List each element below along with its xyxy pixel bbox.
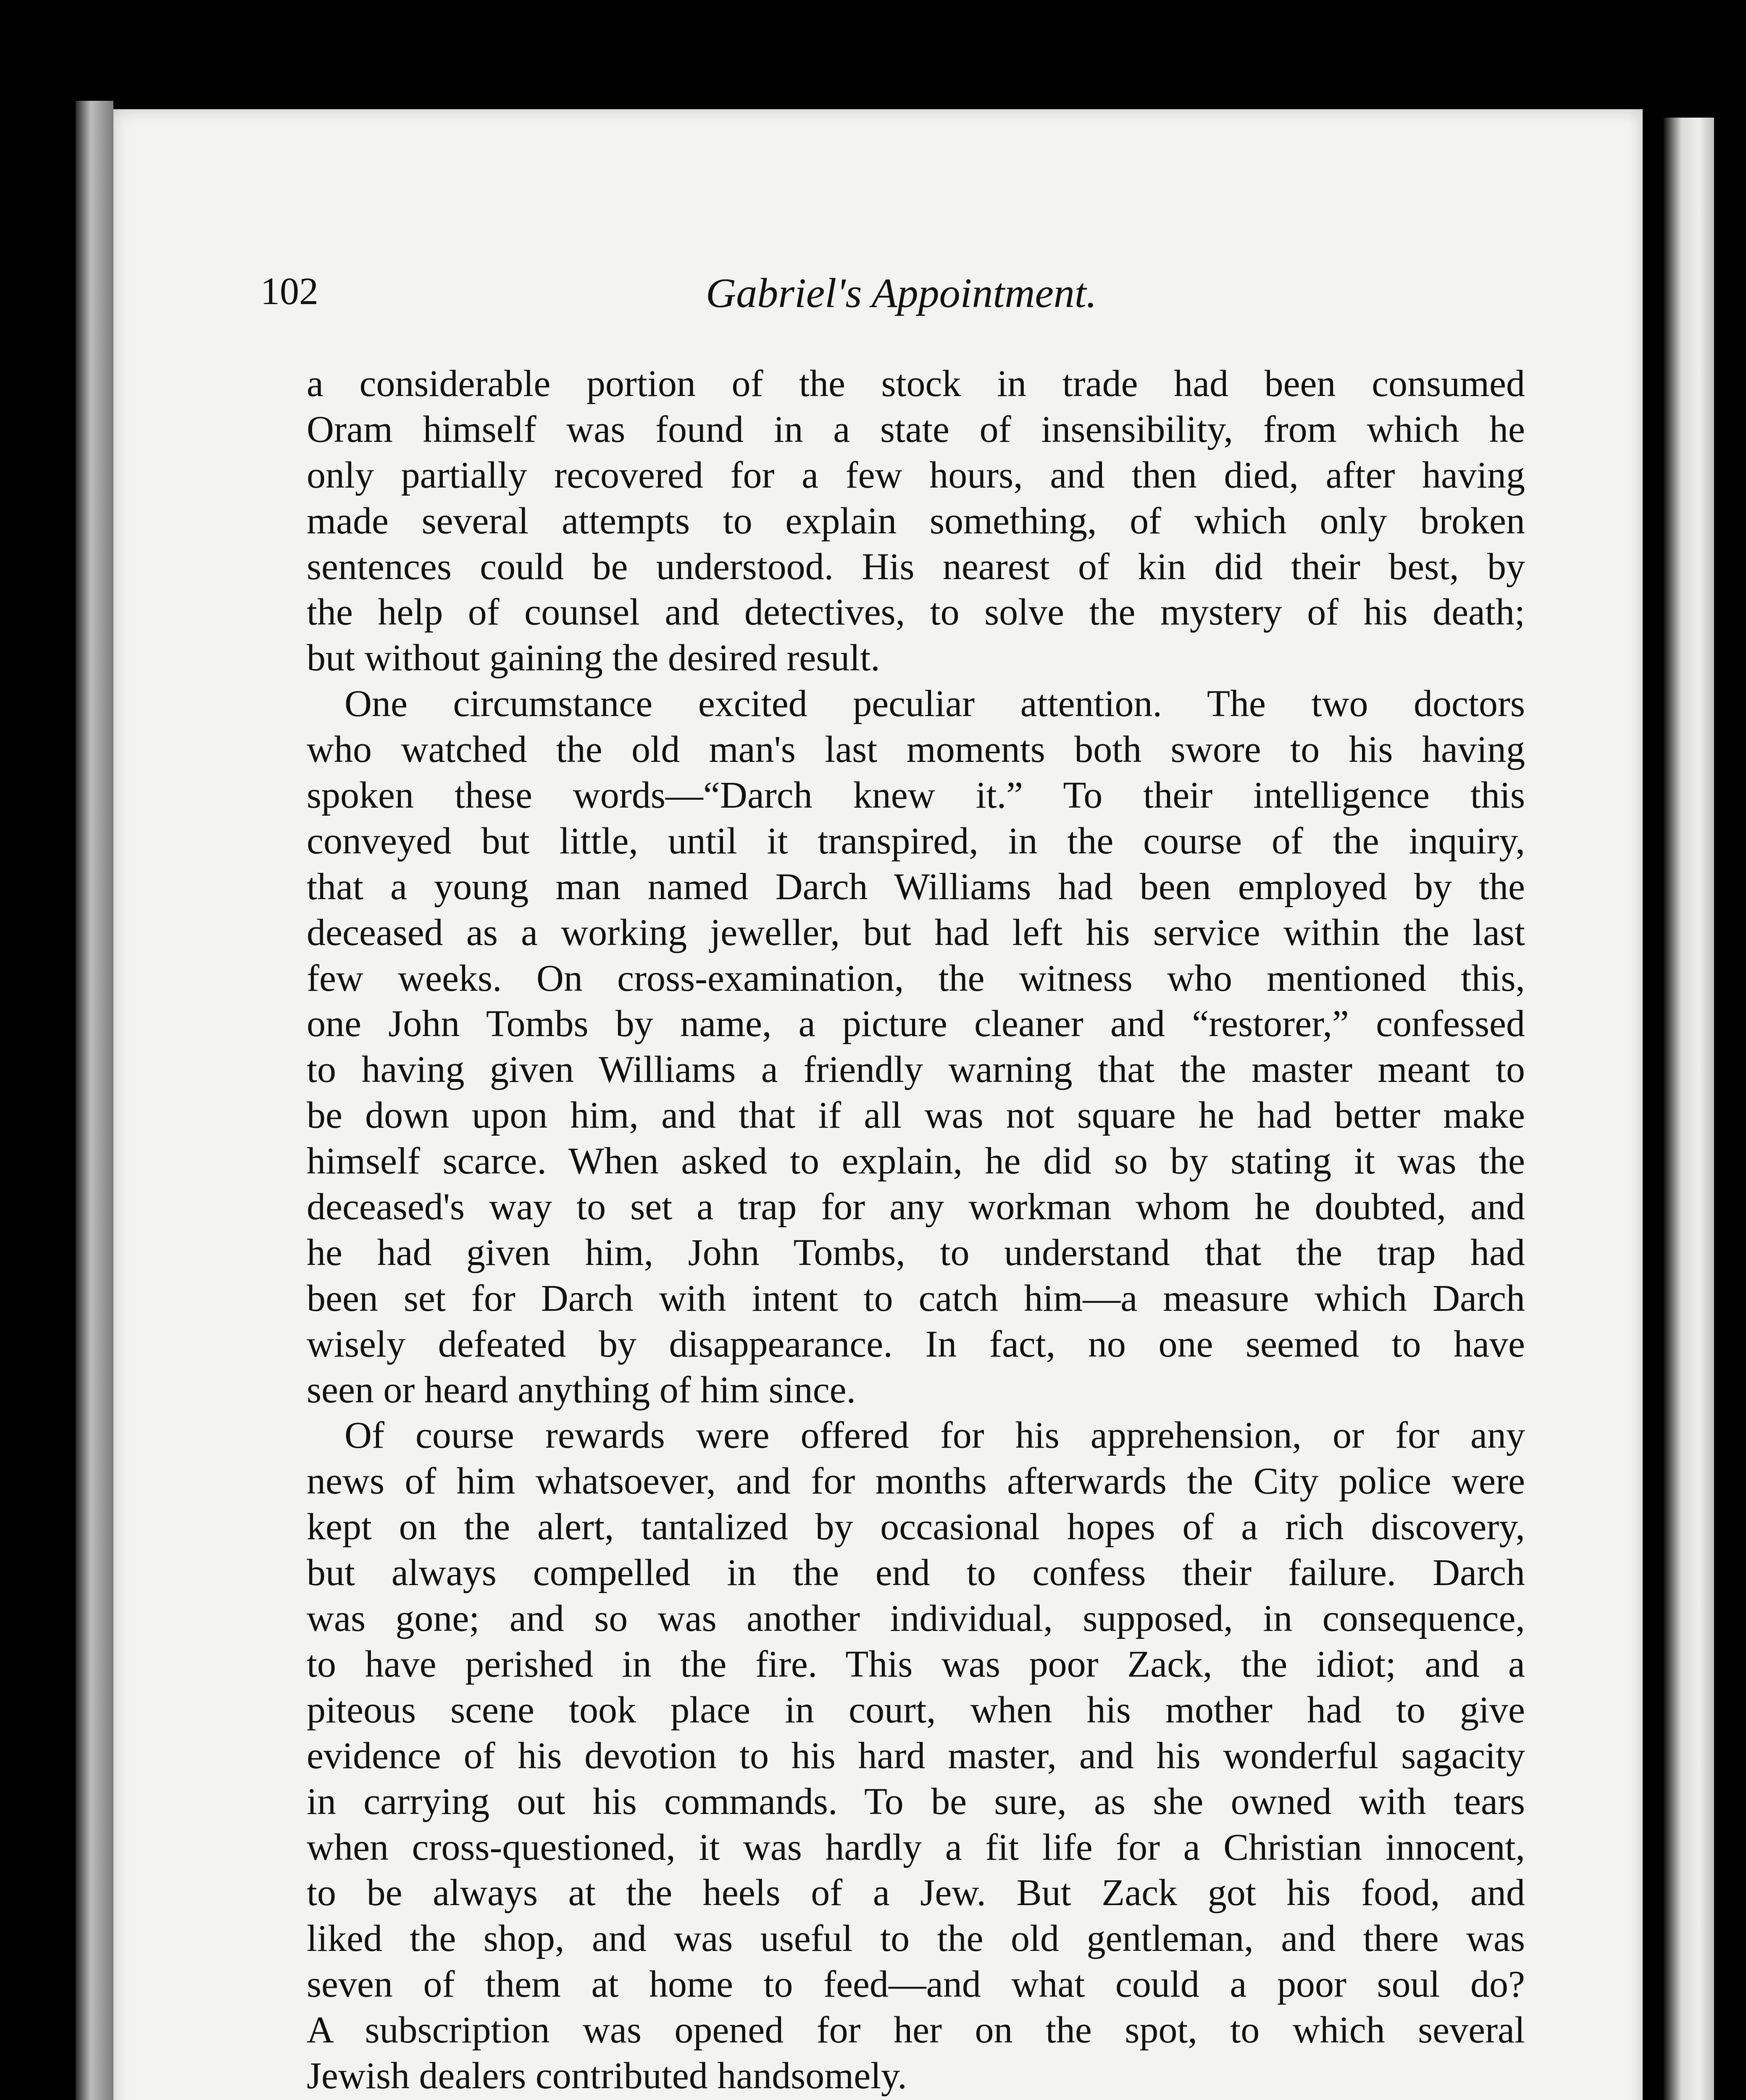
text-line: Oram himself was found in a state of insensibility, from which he [307, 408, 1525, 450]
text-line: to having given Williams a friendly warning that the master meant to [307, 1049, 1525, 1091]
body-text [307, 361, 1525, 2100]
book-binding-edge [76, 101, 113, 2100]
text-line: a considerable portion of the stock in trade had been consumed [307, 363, 1525, 404]
text-line: himself scarce. When asked to explain, he did so by stating it was the [307, 1140, 1525, 1182]
text-line: only partially recovered for a few hours, and then died, after having [307, 454, 1525, 496]
text-line: was gone; and so was another individual, supposed, in consequence, [307, 1598, 1525, 1640]
text-line: Of course rewards were offered for his apprehension, or for any [344, 1415, 1525, 1457]
text-line: Jewish dealers contributed handsomely. [307, 2055, 907, 2097]
text-line: but always compelled in the end to confess their failure. Darch [307, 1552, 1525, 1594]
text-line: in carrying out his commands. To be sure, as she owned with tears [307, 1780, 1525, 1822]
text-line: he had given him, John Tombs, to understand that the trap had [307, 1231, 1525, 1273]
page-stack-edge [1664, 118, 1714, 2100]
text-line: but without gaining the desired result. [307, 637, 880, 679]
text-line: seen or heard anything of him since. [307, 1369, 856, 1411]
text-line: liked the shop, and was useful to the old gentleman, and there was [307, 1918, 1525, 1960]
text-line: seven of them at home to feed—and what could a poor soul do? [307, 1964, 1525, 2006]
text-line: to have perished in the fire. This was poor Zack, the idiot; and a [307, 1643, 1525, 1685]
running-header [260, 269, 1353, 328]
text-line: piteous scene took place in court, when his mother had to give [307, 1689, 1525, 1731]
text-line: one John Tombs by name, a picture cleaner and “restorer,” confessed [307, 1003, 1525, 1045]
text-line: be down upon him, and that if all was not square he had better make [307, 1095, 1525, 1137]
text-line: that a young man named Darch Williams had been employed by the [307, 866, 1525, 908]
text-line: news of him whatsoever, and for months afterwards the City police were [307, 1460, 1525, 1502]
text-line: evidence of his devotion to his hard master, and his wonderful sagacity [307, 1735, 1525, 1777]
text-line: deceased's way to set a trap for any workman whom he doubted, and [307, 1186, 1525, 1228]
text-line: who watched the old man's last moments both swore to his having [307, 729, 1525, 771]
text-line: few weeks. On cross-examination, the witness who mentioned this, [307, 957, 1525, 999]
running-title: Gabriel's Appointment. [706, 270, 1097, 316]
text-line: kept on the alert, tantalized by occasional hopes of a rich discovery, [307, 1506, 1525, 1548]
text-line: been set for Darch with intent to catch him—a measure which Darch [307, 1277, 1525, 1319]
text-line: the help of counsel and detectives, to solve the mystery of his death; [307, 591, 1525, 633]
text-line: conveyed but little, until it transpired, in the course of the inquiry, [307, 820, 1525, 862]
text-line: spoken these words—“Darch knew it.” To their intelligence this [307, 774, 1525, 816]
text-line: deceased as a working jeweller, but had left his service within the last [307, 911, 1525, 953]
text-line: sentences could be understood. His nearest of kin did their best, by [307, 546, 1525, 588]
text-line: to be always at the heels of a Jew. But Zack got his food, and [307, 1872, 1525, 1914]
text-line: made several attempts to explain something, of which only broken [307, 500, 1525, 542]
text-line: when cross-questioned, it was hardly a fit life for a Christian innocent, [307, 1826, 1525, 1868]
text-line: A subscription was opened for her on the spot, to which several [307, 2009, 1525, 2051]
text-line: wisely defeated by disappearance. In fact, no one seemed to have [307, 1323, 1525, 1365]
text-line: One circumstance excited peculiar attention. The two doctors [344, 683, 1525, 725]
page-number: 102 [260, 270, 318, 312]
